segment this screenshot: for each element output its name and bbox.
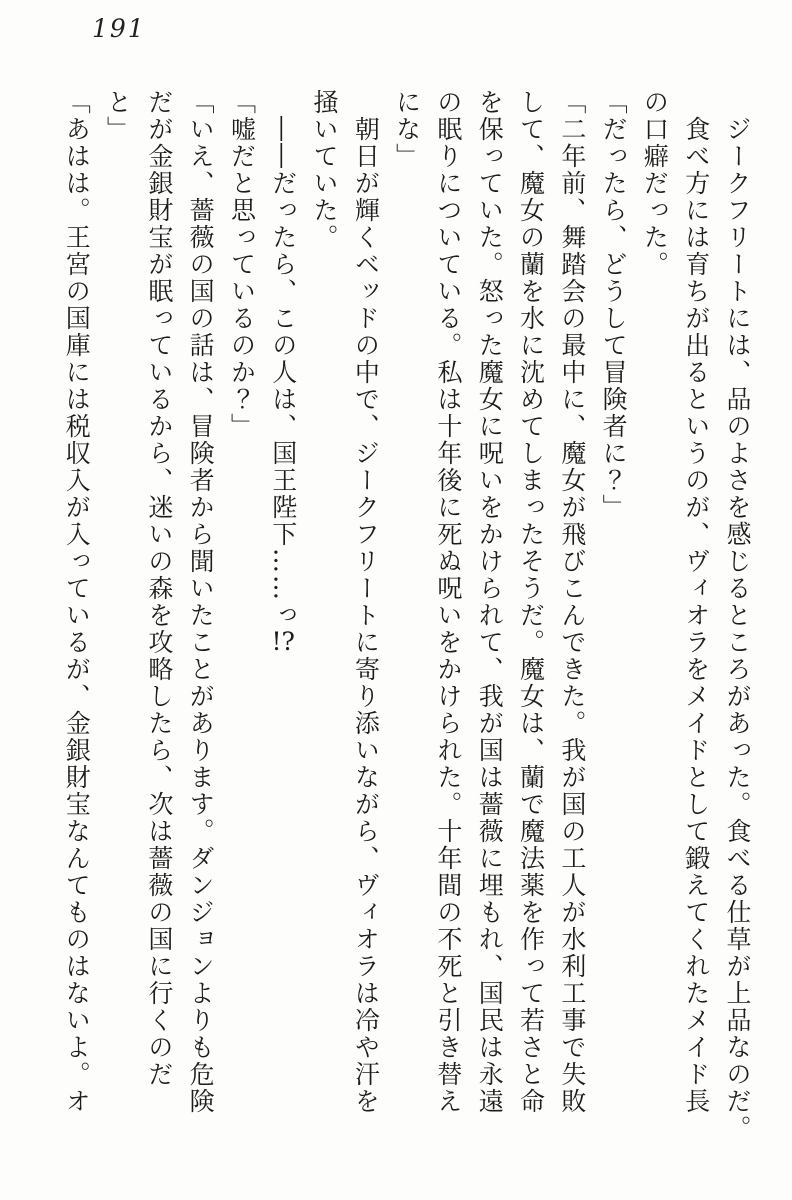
- tate-chu-yoko: !?: [271, 629, 295, 654]
- text-column: と」: [103, 89, 133, 143]
- text-column: を保っていた。怒った魔女に呪いをかけられて、我が国は薔薇に埋もれ、国民は永遠: [475, 89, 505, 1115]
- text-column: 「あはは。王宮の国庫には税収入が入っているが、金銀財宝なんてものはないよ。オ: [62, 89, 92, 1115]
- text-column: にな」: [392, 89, 422, 170]
- text-column: 「だったら、どうして冒険者に？」: [599, 89, 629, 521]
- text-column: ――だったら、この人は、国王陛下……っ!?: [268, 116, 298, 654]
- text-column: 「二年前、舞踏会の最中に、魔女が飛びこんできた。我が国の工人が水利工事で失敗: [557, 89, 587, 1115]
- text-column: 掻いていた。: [310, 89, 340, 251]
- text-columns: [56, 89, 758, 1151]
- text-column: 「いえ、薔薇の国の話は、冒険者から聞いたことがあります。ダンジョンよりも危険: [186, 89, 216, 1115]
- text-column: 朝日が輝くベッドの中で、ジークフリートに寄り添いながら、ヴィオラは冷や汗を: [351, 116, 381, 1115]
- text-column: の眠りについている。私は十年後に死ぬ呪いをかけられた。十年間の不死と引き替え: [433, 89, 463, 1115]
- text-column: 「嘘だと思っているのか？」: [227, 89, 257, 440]
- text-column: ジークフリートには、品のよさを感じるところがあった。食べる仕草が上品なのだ。: [723, 116, 752, 1142]
- text-column: の口癖だった。: [640, 89, 670, 278]
- text-column: して、魔女の蘭を水に沈めてしまったそうだ。魔女は、蘭で魔法薬を作って若さと命: [516, 89, 546, 1115]
- text-column: 食べ方には育ちが出るというのが、ヴィオラをメイドとして鍛えてくれたメイド長: [681, 116, 711, 1115]
- text-column: だが金銀財宝が眠っているから、迷いの森を攻略したら、次は薔薇の国に行くのだ: [144, 89, 174, 1088]
- page-number: 191: [92, 14, 146, 43]
